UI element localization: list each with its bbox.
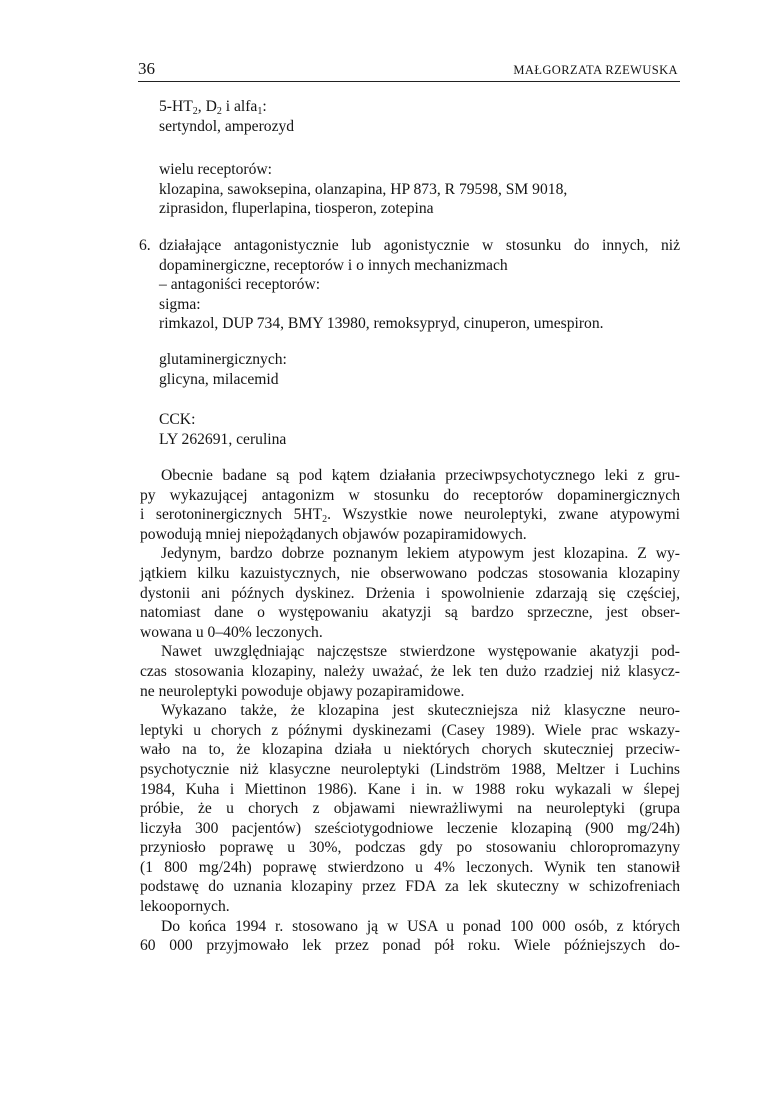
running-header (138, 59, 680, 82)
text-line: ne neuroleptyki powoduje objawy pozapiramidowe. (140, 682, 465, 700)
paragraph-1 (140, 466, 680, 544)
cck-items: LY 262691, cerulina (159, 430, 287, 448)
group-items-many-2: ziprasidon, fluperlapina, tiosperon, zotepina (159, 200, 434, 218)
text-line: py wykazującej antagonizm w stosunku do receptorów dopaminergicznych (140, 486, 680, 504)
text-line: lekoopornych. (140, 898, 230, 916)
text-line: czas stosowania klozapiny, należy uważać, że lek ten dużo rzadziej niż klasycz- (140, 662, 680, 680)
text-line: wowana u 0–40% leczonych. (140, 623, 323, 641)
paragraph-5 (140, 917, 680, 956)
paragraph-4 (140, 701, 680, 917)
text-line: Wykazano także, że klozapina jest skuteczniejsza niż klasyczne neuro- (161, 702, 680, 720)
text-line: wało na to, że klozapina działa u niektórych chorych skuteczniej przeciw- (140, 741, 680, 759)
text-line: liczyła 300 pacjentów) sześciotygodniowe leczenie klozapiną (900 mg/24h) (140, 819, 680, 837)
glutamatergic-group (159, 350, 680, 389)
group-label-5ht2: $5-HT_2$, $D_2$ i alfa$_1$: (159, 98, 267, 117)
cck-label: CCK: (159, 411, 196, 428)
text-line: dystonii ani późnych dyskinez. Drżenia i spowolnienie zdarzają się częściej, (140, 584, 680, 602)
list-group-5ht2 (159, 97, 680, 136)
text-line: Obecnie badane są pod kątem działania przeciwpsychotycznego leki z gru- (161, 467, 680, 484)
text-line: (1 800 mg/24h) poprawę stwierdzono u 4% leczonych. Wynik ten stanowił (140, 858, 680, 876)
list-item-marker: 6. (139, 237, 151, 254)
cck-group (159, 410, 680, 449)
group-items-many-1: klozapina, sawoksepina, olanzapina, HP 873, R 79598, SM 9018, (159, 180, 568, 198)
text-line: powodują mniej niepożądanych objawów pozapiramidowych. (140, 525, 527, 543)
glut-items: glicyna, milacemid (159, 370, 279, 388)
item6-line-2: dopaminergiczne, receptorów i o innych mechanizmach (159, 256, 508, 274)
text-line: Nawet uwzględniając najczęstsze stwierdzone występowanie akatyzji pod- (161, 643, 680, 661)
text-line: 60 000 przyjmowało lek przez ponad pół roku. Wiele późniejszych do- (140, 937, 680, 955)
text-line: jątkiem kilku kazuistycznych, nie obserwowano podczas stosowania klozapiny (140, 564, 680, 582)
text-line: leptyki u chorych z późnymi dyskinezami (Casey 1989). Wiele prac wskazy- (140, 721, 680, 739)
item6-line-3: – antagoniści receptorów: (159, 276, 321, 294)
glut-label: glutaminergicznych: (159, 351, 287, 368)
page-number: 36 (138, 59, 155, 78)
text-line: przyniosło poprawę u 30%, podczas gdy po stosowaniu chloropromazyny (140, 839, 680, 857)
text-line: podstawę do uznania klozapiny przez FDA za lek skuteczny w schizofreniach (140, 878, 680, 896)
paragraph-3 (140, 642, 680, 701)
list-item-6 (139, 236, 680, 334)
group-items-5ht2: sertyndol, amperozyd (159, 117, 295, 135)
group-label-many: wielu receptorów: (159, 161, 273, 178)
text-line: i serotoninergicznych $5HT_2$. Wszystkie nowe neuroleptyki, zwane atypowymi (140, 506, 680, 526)
text-line: psychotycznie niż klasyczne neuroleptyki (Lindström 1988, Meltzer i Luchins (140, 760, 680, 778)
item6-line-1: działające antagonistycznie lub agonistycznie w stosunku do innych, niż (159, 237, 680, 254)
text-line: natomiast dane o występowaniu akatyzji są bardzo sprzeczne, jest obser- (140, 604, 680, 622)
list-group-many-receptors (159, 160, 680, 219)
running-head-author: MAŁGORZATA RZEWUSKA (513, 63, 678, 77)
paragraph-2 (140, 544, 680, 642)
text-line: Jedynym, bardzo dobrze poznanym lekiem atypowym jest klozapina. Z wy- (161, 545, 680, 563)
sigma-items: rimkazol, DUP 734, BMY 13980, remoksypryd, cinuperon, umespiron. (159, 315, 604, 333)
sigma-label: sigma: (159, 295, 201, 313)
text-line: próbie, że u chorych z objawami niewrażliwymi na neuroleptyki (grupa (140, 800, 680, 818)
body-text (140, 466, 680, 956)
text-line: 1984, Kuha i Miettinon 1986). Kane i in. w 1988 roku wykazali w ślepej (140, 780, 680, 798)
text-line: Do końca 1994 r. stosowano ją w USA u ponad 100 000 osób, z których (161, 917, 680, 935)
